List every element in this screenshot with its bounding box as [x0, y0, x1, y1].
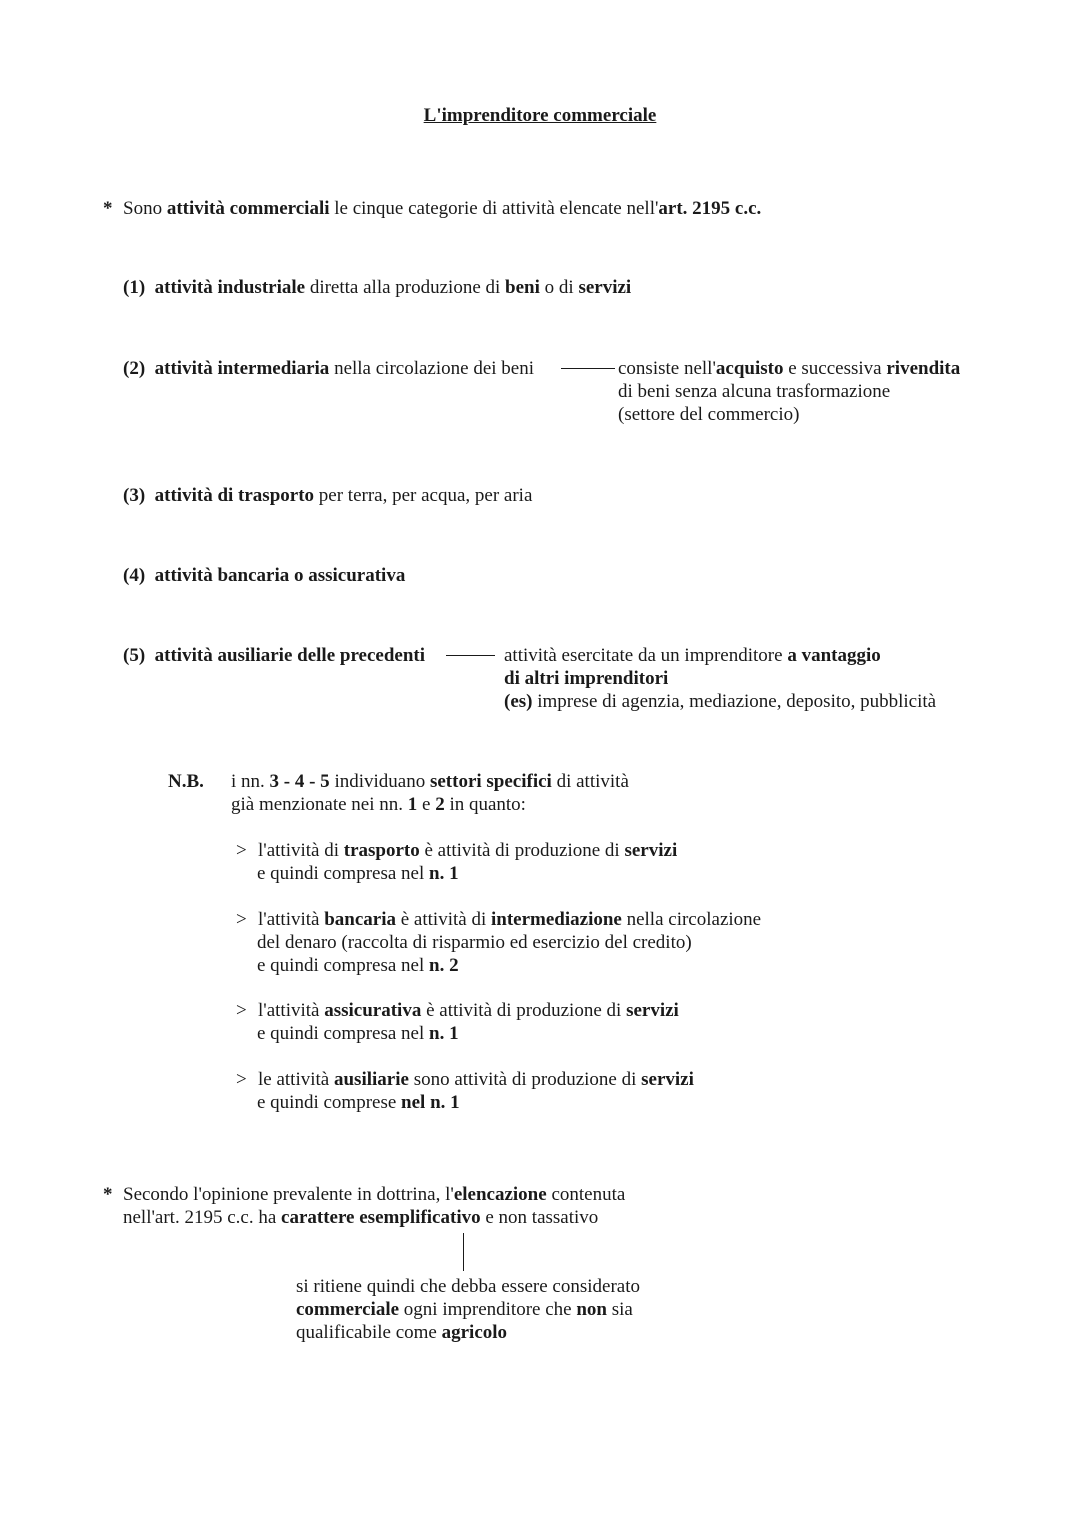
item-5-note-line-3: (es) imprese di agenzia, mediazione, deposito, pubblicità	[504, 691, 937, 712]
connector-line	[561, 368, 615, 369]
nb-point-1-mark: >	[236, 840, 247, 861]
item-2-note-line-3: (settore del commercio)	[618, 404, 800, 425]
second-line-2: nell'art. 2195 c.c. ha carattere esemplificativo e non tassativo	[123, 1207, 599, 1228]
intro-line: Sono attività commerciali le cinque categorie di attività elencate nell'art. 2195 c.c.	[123, 198, 762, 219]
nb-point-2-line-2: del denaro (raccolta di risparmio ed esercizio del credito)	[257, 932, 692, 953]
second-bullet: *	[103, 1184, 113, 1205]
intro-bullet: *	[103, 198, 113, 219]
item-number: (1)	[123, 277, 146, 298]
nb-point-1-line-1: l'attività di trasporto è attività di produzione di servizi	[258, 840, 678, 861]
conclusion-line-3: qualificabile come agricolo	[296, 1322, 508, 1343]
item-number: (2)	[123, 358, 146, 379]
item-number: (3)	[123, 485, 146, 506]
item-4: (4) attività bancaria o assicurativa	[123, 565, 406, 586]
nb-point-4-line-2: e quindi comprese nel n. 1	[257, 1092, 460, 1113]
item-3: (3) attività di trasporto per terra, per acqua, per aria	[123, 485, 533, 506]
nb-point-3-mark: >	[236, 1000, 247, 1021]
item-2-note-line-2: di beni senza alcuna trasformazione	[618, 381, 891, 402]
second-line-1: Secondo l'opinione prevalente in dottrina, l'elencazione contenuta	[123, 1184, 626, 1205]
item-number: (4)	[123, 565, 146, 586]
page-title: L'imprenditore commerciale	[423, 105, 657, 126]
nb-point-3-line-1: l'attività assicurativa è attività di produzione di servizi	[258, 1000, 679, 1021]
conclusion-line-2: commerciale ogni imprenditore che non sia	[296, 1299, 633, 1320]
item-5-note-line-1: attività esercitate da un imprenditore a vantaggio	[504, 645, 881, 666]
nb-label: N.B.	[168, 771, 204, 792]
nb-point-4-line-1: le attività ausiliarie sono attività di produzione di servizi	[258, 1069, 694, 1090]
nb-point-2-mark: >	[236, 909, 247, 930]
nb-point-4-mark: >	[236, 1069, 247, 1090]
nb-point-1-line-2: e quindi compresa nel n. 1	[257, 863, 459, 884]
nb-point-3-line-2: e quindi compresa nel n. 1	[257, 1023, 459, 1044]
connector-line	[446, 655, 495, 656]
nb-point-2-line-1: l'attività bancaria è attività di intermediazione nella circolazione	[258, 909, 762, 930]
item-number: (5)	[123, 645, 146, 666]
item-2: (2) attività intermediaria nella circolazione dei beni	[123, 358, 534, 379]
item-1: (1) attività industriale diretta alla produzione di beni o di servizi	[123, 277, 632, 298]
conclusion-line-1: si ritiene quindi che debba essere considerato	[296, 1276, 640, 1297]
nb-point-2-line-3: e quindi compresa nel n. 2	[257, 955, 459, 976]
nb-line-1: i nn. 3 - 4 - 5 individuano settori specifici di attività	[231, 771, 629, 792]
item-5: (5) attività ausiliarie delle precedenti	[123, 645, 426, 666]
nb-line-2: già menzionate nei nn. 1 e 2 in quanto:	[231, 794, 526, 815]
vertical-connector	[463, 1233, 464, 1271]
item-5-note-line-2: di altri imprenditori	[504, 668, 669, 689]
item-2-note-line-1: consiste nell'acquisto e successiva rivendita	[618, 358, 961, 379]
